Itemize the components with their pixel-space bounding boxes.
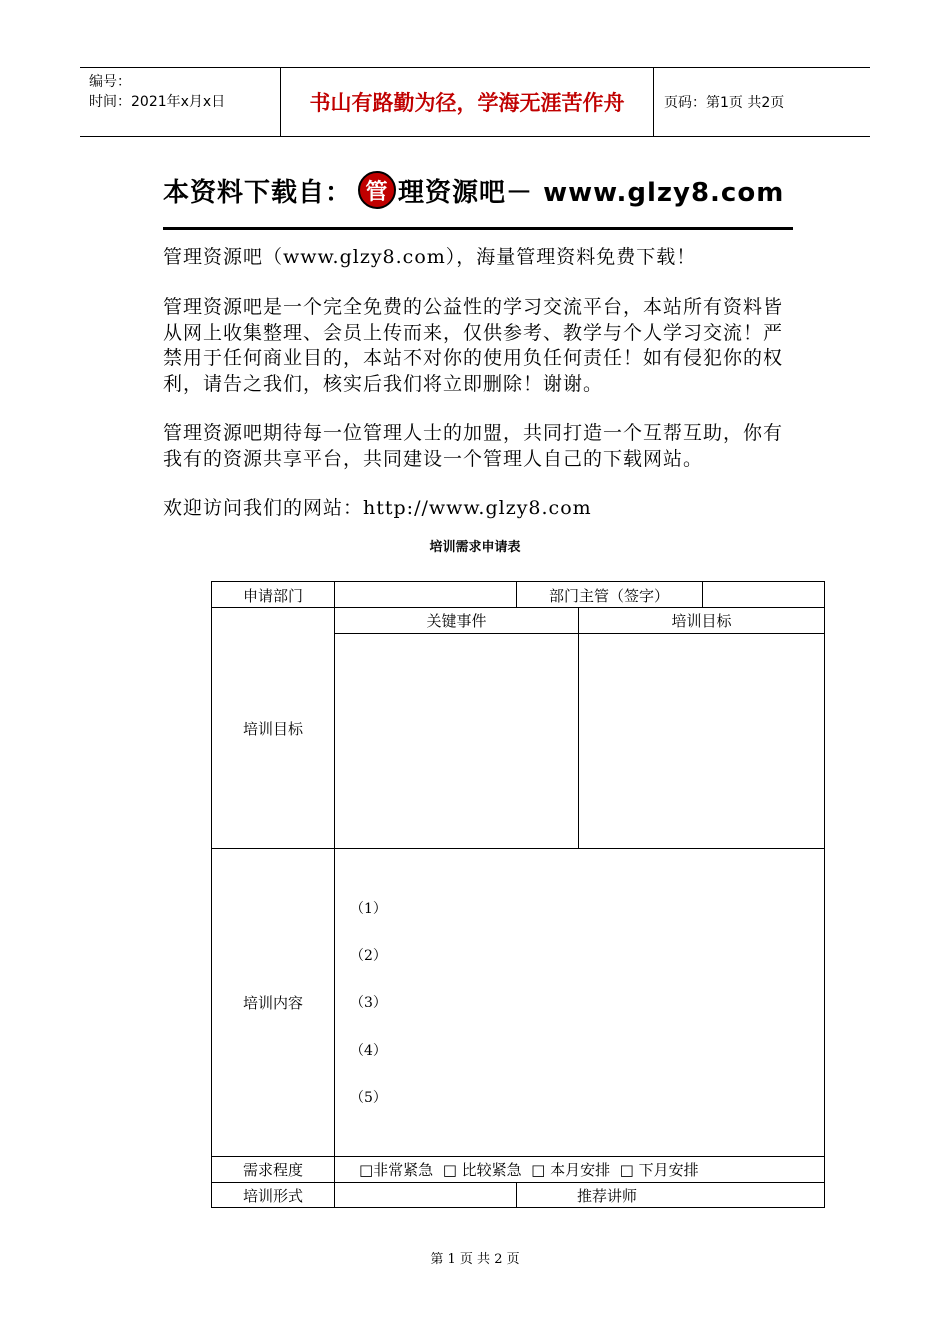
- form-title: 培训需求申请表: [429, 540, 521, 555]
- trainer-label: 推荐讲师: [577, 1186, 638, 1205]
- manager-label: 部门主管（签字）: [548, 586, 669, 605]
- site-logo-icon: 管: [358, 171, 396, 209]
- content-field[interactable]: [335, 849, 824, 1156]
- banner-prefix: 本资料下载自：: [163, 177, 353, 208]
- intro-paragraph: 管理资源吧是一个完全免费的公益性的学习交流平台，本站所有资料皆从网上收集整理、会员上传而来，仅供参考、教学与个人学习交流！严禁用于任何商业目的，本站不对你的使用负任何责任！如有侵犯你的权利，请告之我们，核实后我们将立即删除！谢谢。: [163, 296, 784, 395]
- page-info: 页码：第1页 共2页: [664, 95, 785, 111]
- invite-paragraph: 管理资源吧期待每一位管理人士的加盟，共同打造一个互帮互助，你有我有的资源共享平台，共同建设一个管理人自己的下载网站。: [163, 422, 784, 470]
- manager-signature-field[interactable]: [703, 582, 824, 608]
- content-item: （1）: [350, 901, 387, 917]
- goal-field[interactable]: [579, 634, 824, 848]
- intro-line: 管理资源吧（www.glzy8.com），海量管理资料免费下载！: [163, 246, 697, 268]
- website-line: 欢迎访问我们的网站：http://www.glzy8.com: [163, 497, 592, 519]
- content-item: （4）: [350, 1043, 387, 1059]
- download-banner: [163, 165, 793, 230]
- content-item: （5）: [350, 1090, 387, 1106]
- date-label: 时间：2021年x月x日: [89, 94, 226, 110]
- banner-site-name: 理资源吧: [398, 177, 507, 208]
- goal-row-label: 培训目标: [242, 719, 303, 738]
- goal-header: 培训目标: [671, 612, 732, 630]
- format-field[interactable]: [335, 1183, 516, 1207]
- content-item: （3）: [350, 995, 387, 1011]
- motto: 书山有路勤为径，学海无涯苦作舟: [281, 68, 654, 136]
- content-item: （2）: [350, 948, 387, 964]
- key-event-header: 关键事件: [426, 612, 487, 630]
- training-request-form: [211, 581, 825, 1208]
- format-label: 培训形式: [242, 1186, 303, 1205]
- banner-url: － www.glzy8.com: [506, 177, 785, 208]
- dept-label: 申请部门: [242, 586, 303, 605]
- dept-field[interactable]: [335, 582, 516, 608]
- page-footer: 第 1 页 共 2 页: [430, 1252, 520, 1267]
- urgency-label: 需求程度: [242, 1161, 303, 1179]
- header-meta: [80, 68, 281, 136]
- number-label: 编号：: [89, 74, 131, 90]
- urgency-options[interactable]: □非常紧急 □ 比较紧急 □ 本月安排 □ 下月安排: [359, 1161, 699, 1179]
- key-event-field[interactable]: [335, 634, 578, 848]
- content-label: 培训内容: [242, 994, 303, 1012]
- page-header: [80, 67, 870, 137]
